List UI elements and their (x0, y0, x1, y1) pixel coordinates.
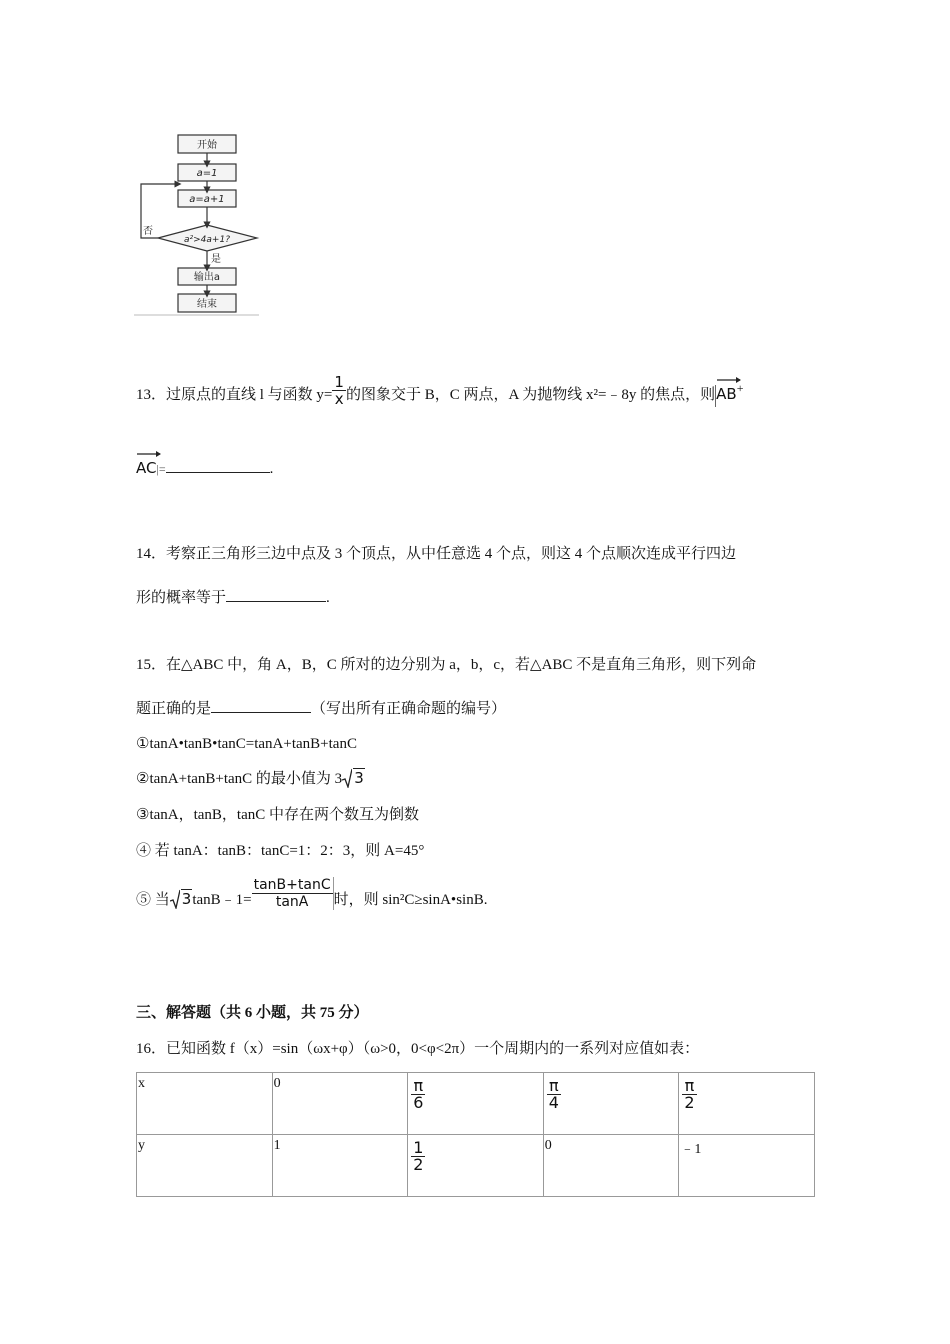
sqrt-symbol (170, 889, 193, 909)
frac-den: 6 (413, 1093, 424, 1112)
q13-plus: + (736, 381, 744, 395)
frac-num: 1 (413, 1138, 424, 1157)
flow-init-label: a=1 (196, 168, 218, 179)
q13-vector-ab (716, 378, 737, 404)
q15-option-5-den: tanA (252, 893, 333, 910)
q15-option-1: ①tanA•tanB•tanC=tanA+tanB+tanC (136, 736, 357, 752)
section-heading: 三、解答题（共 6 小题，共 75 分） (136, 1005, 369, 1021)
q13-frac-den: x (332, 390, 346, 407)
table-cell (408, 1073, 544, 1135)
q13-line1 (136, 373, 744, 409)
flow-start-label: 开始 (197, 140, 217, 151)
q15-instruction: （写出所有正确命题的编号） (311, 701, 507, 717)
q14-answer-blank[interactable] (226, 586, 326, 602)
q13-text2: 的图象交于 B，C 两点，A 为抛物线 x²=﹣8y 的焦点，则 (345, 387, 716, 403)
q15-option-4: ④ 若 tanA：tanB：tanC=1：2：3，则 A=45° (136, 843, 425, 859)
q15-option-2 (136, 768, 365, 789)
flow-no-label: 否 (143, 226, 153, 237)
table-cell (543, 1073, 679, 1135)
table-cell: x (137, 1073, 273, 1135)
q13-text3: |= (156, 462, 166, 476)
q14-line1: 14．考察正三角形三边中点及 3 个顶点，从中任意选 4 个点，则这 4 个点顺次连成平行四边 (136, 546, 737, 562)
q15-option-3: ③tanA，tanB，tanC 中存在两个数互为倒数 (136, 807, 420, 823)
flow-end-label: 结束 (197, 299, 217, 310)
table-cell: ﹣1 (679, 1135, 815, 1197)
q14-text: 形的概率等于 (136, 590, 227, 606)
q13-end: . (269, 461, 274, 477)
q13-vector-ac (136, 452, 156, 478)
q13-fraction (332, 374, 346, 407)
frac-den: 2 (413, 1155, 424, 1174)
frac-num: π (413, 1076, 424, 1095)
q15-option-5-fraction (252, 877, 334, 910)
q13-vector-ab-label: AB (716, 385, 737, 403)
frac-den: 4 (548, 1093, 559, 1112)
table-row (137, 1073, 815, 1135)
q13-text1: 13．过原点的直线 l 与函数 y= (136, 387, 333, 403)
q15-option-5-text1: ⑤ 当 (136, 892, 170, 908)
q15-option-2-text: ②tanA+tanB+tanC 的最小值为 3 (136, 771, 343, 787)
frac-den: 2 (684, 1093, 695, 1112)
q15-option-5 (136, 877, 488, 911)
table-cell (679, 1073, 815, 1135)
q13-answer-blank[interactable] (166, 457, 270, 473)
q15-answer-blank[interactable] (211, 697, 311, 713)
q15-line2 (136, 697, 506, 719)
q13-vector-ac-label: AC (136, 459, 157, 477)
flow-condition-label: a²>4a+1? (184, 235, 230, 245)
table-cell: 1 (272, 1135, 408, 1197)
q13-line2 (136, 452, 273, 479)
frac-num: π (549, 1076, 559, 1095)
flow-update-label: a=a+1 (189, 194, 225, 205)
flow-yes-label: 是 (211, 254, 221, 265)
sqrt-symbol (342, 768, 365, 788)
frac-num: π (684, 1076, 695, 1095)
table-cell (408, 1135, 544, 1197)
q15-option-5-radicand: 3 (181, 890, 192, 908)
q14-line2 (136, 586, 330, 608)
table-cell: y (137, 1135, 273, 1197)
q15-text: 题正确的是 (136, 701, 212, 717)
q16-text: 16．已知函数 f（x）=sin（ωx+φ）（ω>0，0<φ<2π）一个周期内的一系列对应值如表： (136, 1041, 700, 1057)
q15-option-5-text3: 时，则 sin²C≥sinA•sinB. (333, 892, 488, 908)
flowchart (134, 128, 264, 318)
q15-option-5-text2: tanB﹣1= (192, 892, 252, 908)
q15-line1: 15．在△ABC 中，角 A，B，C 所对的边分别为 a，b，c，若△ABC 不是直角三角形，则下列命 (136, 657, 757, 673)
q15-option-2-radicand: 3 (354, 769, 364, 787)
table-cell: 0 (272, 1073, 408, 1135)
q15-option-5-num: tanB+tanC (253, 877, 331, 894)
table-row (137, 1135, 815, 1197)
table-cell: 0 (543, 1135, 679, 1197)
value-table (136, 1072, 815, 1197)
q13-frac-num: 1 (334, 373, 344, 392)
q14-end: . (326, 590, 330, 606)
flow-output-label: 输出a (193, 272, 221, 283)
